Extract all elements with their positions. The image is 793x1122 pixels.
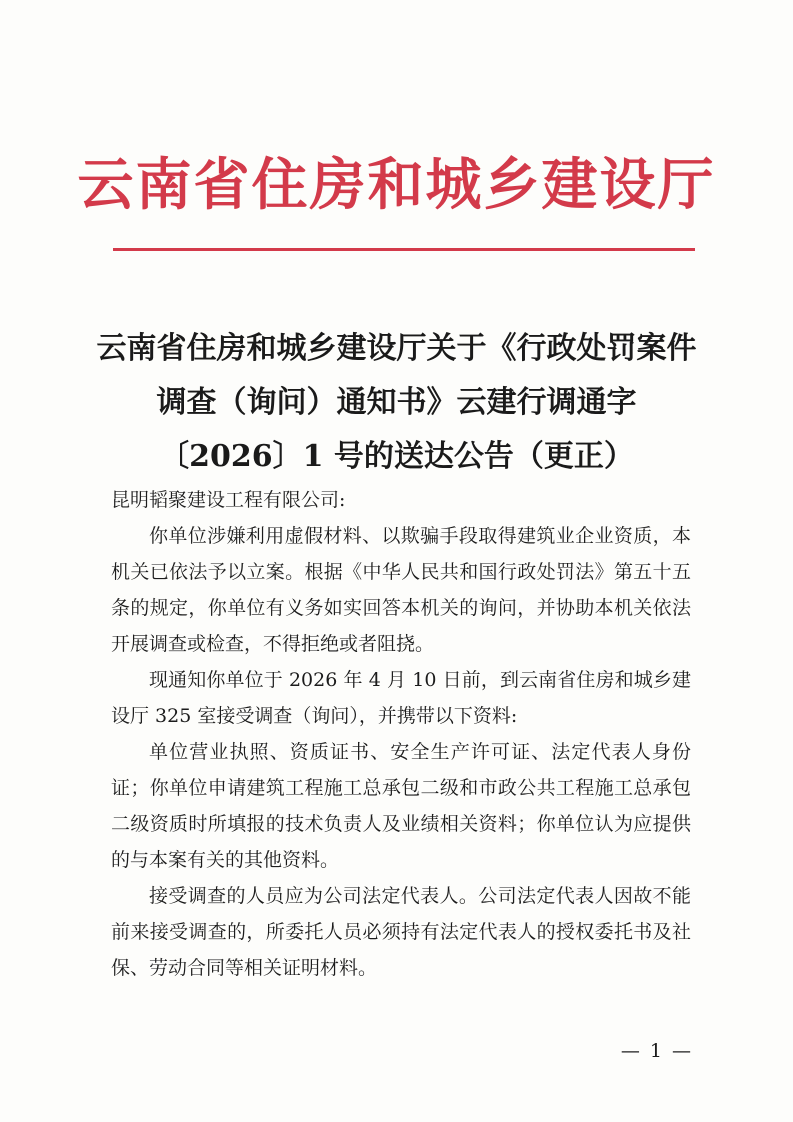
- body-paragraph: 现通知你单位于 2026 年 4 月 10 日前，到云南省住房和城乡建设厅 325 室接受调查（询问），并携带以下资料:: [111, 669, 691, 727]
- document-title-line-2: 调查（询问）通知书》云建行调通字: [156, 385, 637, 420]
- document-body: [111, 482, 691, 986]
- issuing-authority-header: 云南省住房和城乡建设厅: [77, 153, 716, 218]
- body-paragraph: 单位营业执照、资质证书、安全生产许可证、法定代表人身份证；你单位申请建筑工程施工总承包二级和市政公共工程施工总承包二级资质时所填报的技术负责人及业绩相关资料；你单位认为应提供的与本案有关的其他资料。: [111, 741, 691, 871]
- document-title-line-3: 〔2026〕1 号的送达公告（更正）: [159, 439, 634, 474]
- salutation: 昆明韬聚建设工程有限公司:: [111, 489, 346, 511]
- document-title-line-1: 云南省住房和城乡建设厅关于《行政处罚案件: [96, 331, 697, 366]
- header-red-rule: [113, 248, 695, 251]
- document-title: [80, 322, 713, 484]
- body-paragraph: 你单位涉嫌利用虚假材料、以欺骗手段取得建筑业企业资质，本机关已依法予以立案。根据《中华人民共和国行政处罚法》第五十五条的规定，你单位有义务如实回答本机关的询问，并协助本机关依法开展调查或检查，不得拒绝或者阻挠。: [111, 525, 691, 655]
- page-number: — 1 —: [620, 1040, 693, 1062]
- body-paragraph: 接受调查的人员应为公司法定代表人。公司法定代表人因故不能前来接受调查的，所委托人员必须持有法定代表人的授权委托书及社保、劳动合同等相关证明材料。: [111, 885, 691, 979]
